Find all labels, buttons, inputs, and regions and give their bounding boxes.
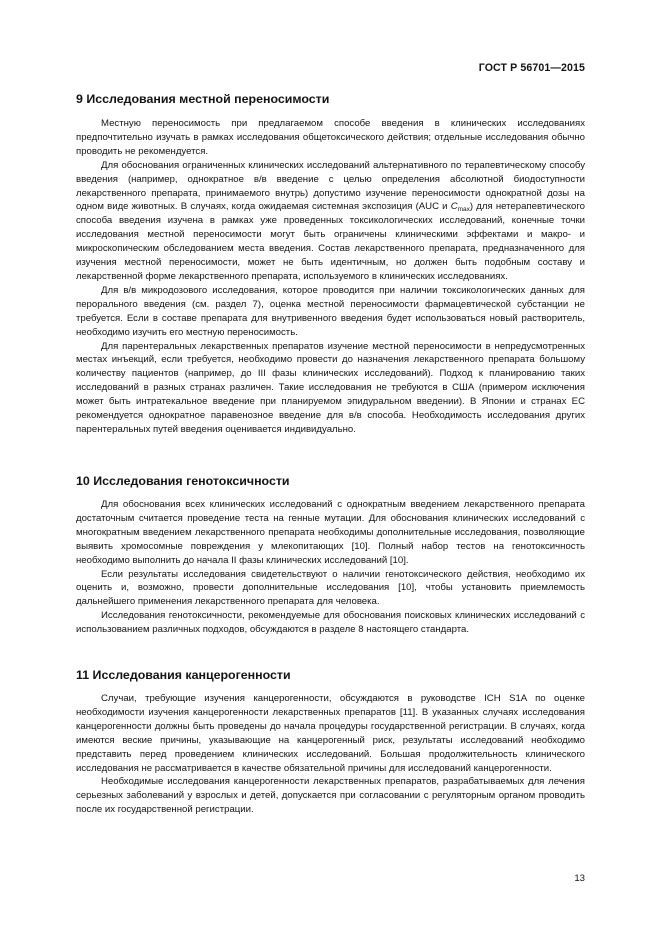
section-11-paragraph-1: Случаи, требующие изучения канцерогенности, обсуждаются в руководстве ICH S1A по оценке необходимости изучения канцерогенности лекарственных препаратов [11]. В указанных случаях исследования канцерогенности должны быть проведены до начала процедуры государственной регистрации. В случаях, когда имеются веские причины, указывающие на канцерогенный риск, результаты исследований необходимо представить перед проведением клинических исследований. Большая продолжительность клинического исследования не рассматривается в качестве обязательной причины для исследований канцерогенности. [76,693,585,774]
section-10-paragraph-1: Для обоснования всех клинических исследований с однократным введением лекарственного препарата достаточным считается проведение теста на генные мутации. Для обоснования клинических исследований с многократным введением лекарственного препарата необходимы дополнительные исследования, позволяющие выявить хромосомные повреждения у млекопитающих [10]. Полный набор тестов на генотоксичность необходимо выполнить до начала II фазы клинических исследований [10]. [76,499,585,566]
section-9-paragraph-2 [76,159,585,284]
cmax-subscript: max [457,206,470,214]
section-9-paragraph-2-part-2: ) для нетерапевтического способа введения изучена в рамках уже проведенных токсикологических исследований, конечные точки исследования местной переносимости могут быть ограничены клиническими эффектами и макро- и микроскопическим обследованием места введения. Состав лекарственного препарата, предназначенного для изучения местной переносимости, может не быть идентичным, но должен быть подобным составу и лекарственной форме лекарственного препарата, используемого в клинических исследованиях. [76,201,585,282]
section-11-paragraph-2: Необходимые исследования канцерогенности лекарственных препаратов, разрабатываемых для лечения серьезных заболеваний у взрослых и детей, допускается при согласовании с регуляторным органом проводить после их государственной регистрации. [76,776,585,816]
section-10-paragraph-3: Исследования генотоксичности, рекомендуемые для обоснования поисковых клинических исследований с использованием различных подходов, обсуждаются в разделе 8 настоящего стандарта. [76,610,585,636]
section-10-paragraph-2: Если результаты исследования свидетельствуют о наличии генотоксического действия, необходимо их оценить и, возможно, провести дополнительные исследования [10], чтобы установить приемлемость дальнейшего применения лекарственного препарата для человека. [76,568,585,608]
page-number: 13 [574,873,585,884]
section-11-body [76,692,585,817]
section-9-paragraph-2-part-1: Для обоснования ограниченных клинических исследований альтернативного по терапевтическому способу введения (например, однократное в/в введение с целью определения абсолютной биодоступности лекарственного препарата, принимаемого внутрь) допустимо изучение переносимости однократной дозы на одном виде животных. В случаях, когда ожидаемая системная экспозиция (AUC и C [76,159,585,213]
cmax-symbol: C [450,201,458,213]
section-9-paragraph-1: Местную переносимость при предлагаемом способе введения в клинических исследованиях предпочтительно изучать в рамках исследования общетоксического действия; отдельные исследования обычно проводить не рекомендуется. [76,118,585,157]
section-11-title: 11 Исследования канцерогенности [76,668,291,682]
section-10-title: 10 Исследования генотоксичности [76,474,290,488]
document-id-header: ГОСТ Р 56701—2015 [478,62,585,74]
section-9-title: 9 Исследования местной переносимости [76,92,330,106]
section-9-paragraph-4: Для парентеральных лекарственных препаратов изучение местной переносимости в непредусмотренных местах инъекций, если требуется, необходимо провести до назначения лекарственного препарата большому количеству пациентов (например, до III фазы клинических исследований). Подход к планированию таких исследований в разных странах различен. Такие исследования не требуются в США (примером исключения может быть интратекальное введение при планируемом эпидуральном введении). В Японии и странах ЕС рекомендуется однократное паравенозное введение для в/в способа. Необходимость исследования других парентеральных путей введения оценивается индивидуально. [76,340,585,435]
section-9-body [76,117,585,437]
section-9-paragraph-3: Для в/в микродозового исследования, которое проводится при наличии токсикологических данных для перорального введения (см. раздел 7), оценка местной переносимости фармацевтической субстанции не требуется. Если в составе препарата для внутривенного введения будет использоваться новый растворитель, необходимо изучить его местную переносимость. [76,284,585,338]
section-10-body [76,498,585,637]
